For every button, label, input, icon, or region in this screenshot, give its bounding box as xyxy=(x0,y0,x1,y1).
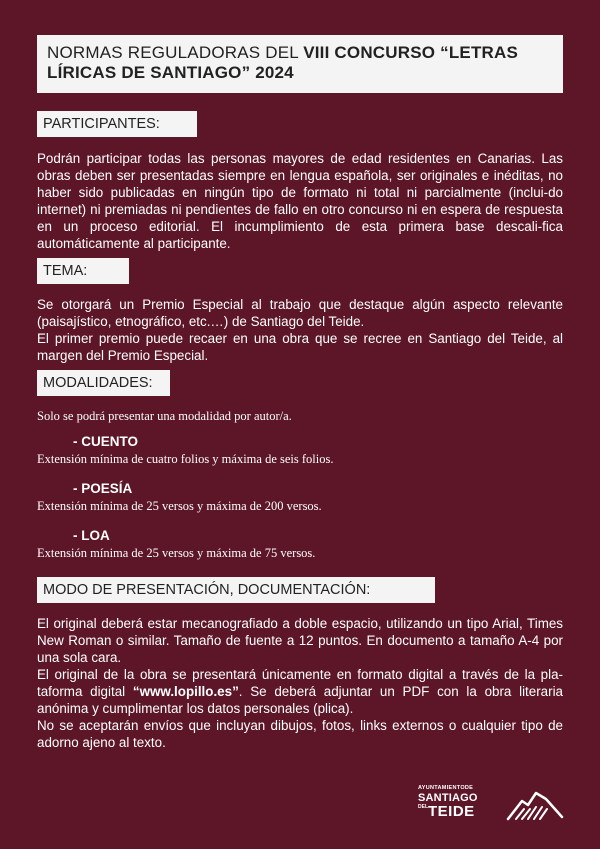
modalidad-cuento-title: - CUENTO xyxy=(73,434,139,449)
section-label-participantes: PARTICIPANTES: xyxy=(37,111,197,137)
modo-paragraph-2 xyxy=(37,666,563,717)
modalidad-poesia-title: - POESÍA xyxy=(73,481,133,496)
participantes-paragraph: Podrán participar todas las personas mayores de edad residentes en Canarias. Las obras deben ser presentadas siempre en lengua española, ser originales e inéditas, no haber sido publicadas en ningún tipo de formato ni total ni parcialmente (inclui-do internet) ni premiadas ni pendientes de fallo en otro concurso ni en espera de respuesta en un proceso editorial. El incumplimiento de esta primera base descali-fica automáticamente al participante. xyxy=(37,151,563,251)
modo-paragraph-3: No se aceptarán envíos que incluyan dibujos, fotos, links externos o cualquier tipo de adorno ajeno al texto. xyxy=(37,718,563,750)
section-label-modalidades: MODALIDADES: xyxy=(37,370,170,396)
tema-paragraph-2: El primer premio puede recaer en una obra que se recree en Santiago del Teide, al margen del Premio Especial. xyxy=(37,331,563,363)
tema-paragraph-1: Se otorgará un Premio Especial al trabajo que destaque algún aspecto relevante (paisajístico, etnográfico, etc.…) de Santiago del Teide. xyxy=(37,297,563,329)
logo-line-4: TEIDE xyxy=(428,803,475,820)
modo-p2-after: . Se deberá adjuntar un PDF con la obra literaria anónima y cumplimentar los datos personales (plica). xyxy=(37,684,564,716)
tema-text xyxy=(37,296,563,364)
lopillo-link[interactable]: “www.lopillo.es” xyxy=(132,684,239,699)
logo-line-1: AYUNTAMIENTODE xyxy=(418,785,474,791)
modalidad-cuento-desc: Extensión mínima de cuatro folios y máxima de seis folios. xyxy=(37,452,334,466)
participantes-text xyxy=(37,150,563,252)
section-label-modo: MODO DE PRESENTACIÓN, DOCUMENTACIÓN: xyxy=(37,577,435,603)
document-title xyxy=(37,35,563,93)
logo-line-2: SANTIAGO xyxy=(418,792,478,804)
modo-paragraph-1: El original deberá estar mecanografiado a doble espacio, utilizando un tipo Arial, Times New Roman o similar. Tamaño de fuente a 12 puntos. En documento a tamaño A-4 por una sola cara. xyxy=(37,616,563,665)
modalidad-poesia-desc: Extensión mínima de 25 versos y máxima de 200 versos. xyxy=(37,499,322,513)
teide-mountain-icon xyxy=(506,787,564,823)
section-label-tema: TEMA: xyxy=(37,258,129,284)
modo-text xyxy=(37,615,563,751)
modalidad-loa-desc: Extensión mínima de 25 versos y máxima de 75 versos. xyxy=(37,546,316,560)
title-part2: VIII CONCURSO “LETRAS LÍRICAS DE SANTIAGO” 2024 xyxy=(47,43,519,82)
modalidad-loa-title: - LOA xyxy=(73,528,110,543)
modalidades-intro: Solo se podrá presentar una modalidad por autor/a. xyxy=(37,409,292,423)
logo-line-3: DEL xyxy=(418,804,428,810)
title-part1: NORMAS REGULADORAS DEL xyxy=(47,43,304,62)
modo-p2-before: El original de la obra se presentará únicamente en formato digital a través de la pla-taforma digital xyxy=(37,667,563,699)
ayuntamiento-logo xyxy=(418,785,563,825)
